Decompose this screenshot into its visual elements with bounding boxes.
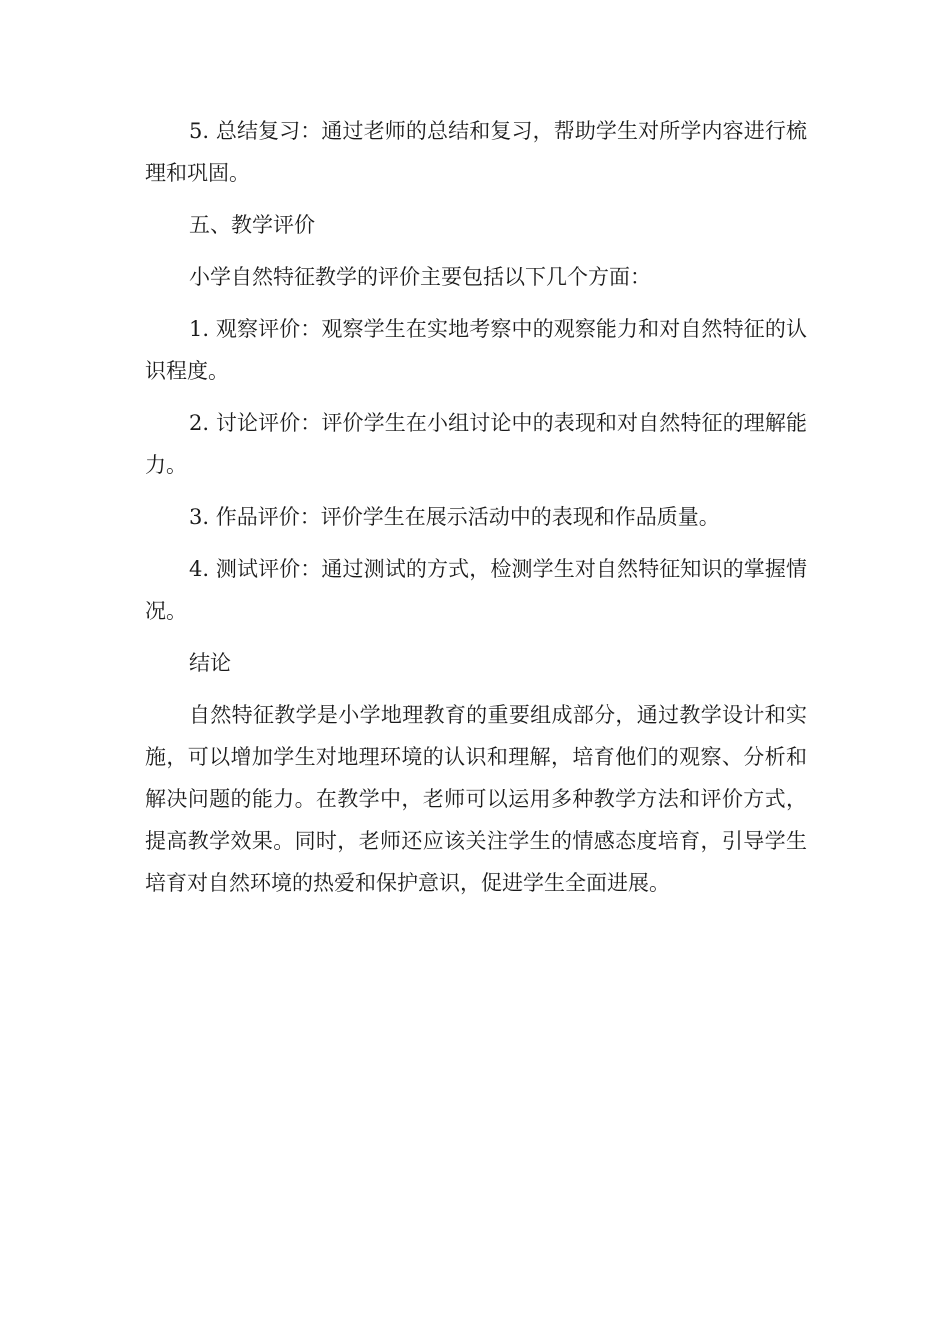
section-heading-conclusion: 结论 <box>189 651 231 675</box>
paragraph-evaluation-intro: 小学自然特征教学的评价主要包括以下几个方面： <box>189 265 651 289</box>
paragraph-summary-review: 5. 总结复习：通过老师的总结和复习，帮助学生对所学内容进行梳理和巩固。 <box>145 119 807 185</box>
list-item-discussion-evaluation: 2. 讨论评价：评价学生在小组讨论中的表现和对自然特征的理解能力。 <box>145 411 807 477</box>
paragraph-conclusion-body: 自然特征教学是小学地理教育的重要组成部分，通过教学设计和实施，可以增加学生对地理环境的认识和理解，培育他们的观察、分析和解决问题的能力。在教学中，老师可以运用多种教学方法和评价方式，提高教学效果。同时，老师还应该关注学生的情感态度培育，引导学生培育对自然环境的热爱和保护意识，促进学生全面进展。 <box>145 703 807 895</box>
document-body <box>145 110 807 914</box>
section-heading-teaching-evaluation: 五、教学评价 <box>189 213 315 237</box>
list-item-work-evaluation: 3. 作品评价：评价学生在展示活动中的表现和作品质量。 <box>189 505 720 529</box>
list-item-observation-evaluation: 1. 观察评价：观察学生在实地考察中的观察能力和对自然特征的认识程度。 <box>145 317 807 383</box>
list-item-test-evaluation: 4. 测试评价：通过测试的方式，检测学生对自然特征知识的掌握情况。 <box>145 557 807 623</box>
